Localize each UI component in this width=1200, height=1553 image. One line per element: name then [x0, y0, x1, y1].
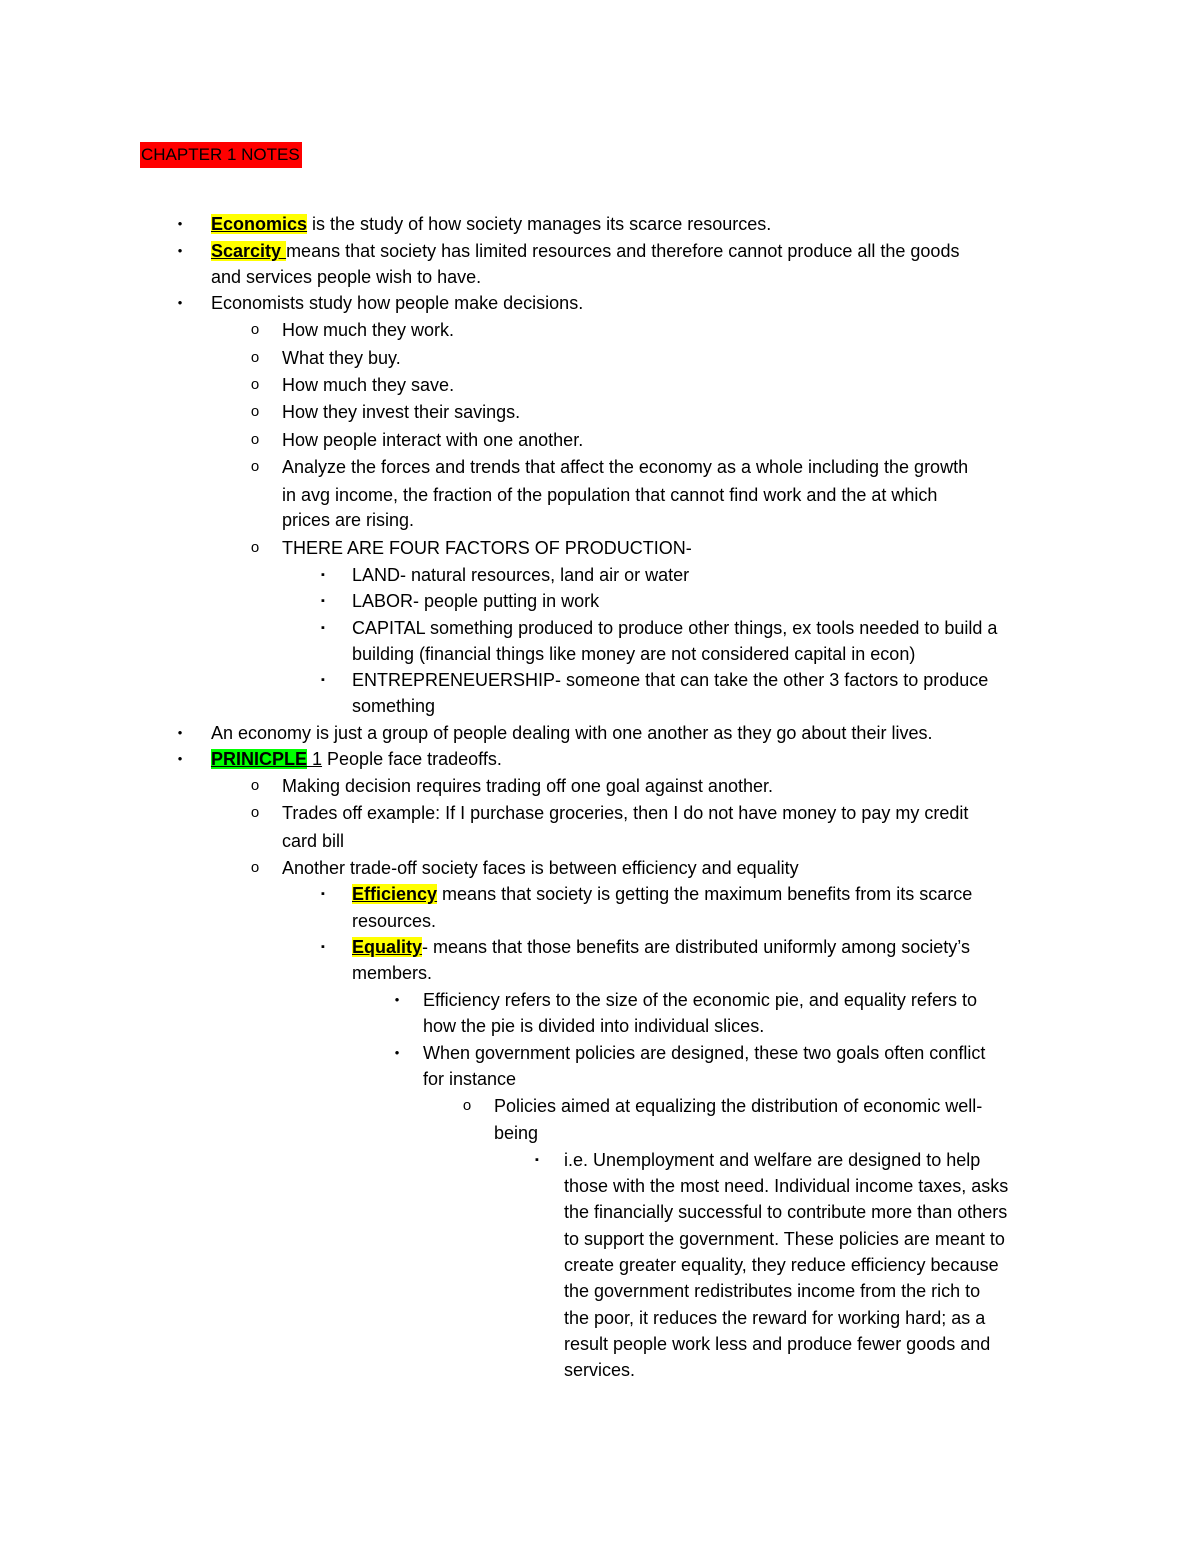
list-item-continuation: members. — [352, 963, 433, 983]
list-item-continuation: create greater equality, they reduce efficiency because — [564, 1255, 999, 1275]
list-item-continuation: the government redistributes income from the rich to — [564, 1281, 981, 1301]
square-marker: ▪ — [321, 941, 325, 953]
circle-marker: o — [250, 458, 260, 475]
list-item: LABOR- people putting in work — [352, 591, 600, 611]
circle-marker: o — [250, 539, 260, 556]
list-item-continuation: those with the most need. Individual income taxes, asks — [564, 1176, 1009, 1196]
bullet-marker: • — [394, 1045, 400, 1060]
list-item-continuation: services. — [564, 1360, 636, 1380]
square-marker: ▪ — [321, 595, 325, 607]
circle-marker: o — [462, 1097, 472, 1114]
list-item: LAND- natural resources, land air or water — [352, 565, 690, 585]
circle-marker: o — [250, 349, 260, 366]
bullet-marker: • — [177, 725, 183, 740]
term-principle: PRINICPLE — [211, 749, 308, 769]
bullet-marker: • — [177, 295, 183, 310]
list-item-continuation: and services people wish to have. — [211, 267, 482, 287]
circle-marker: o — [250, 321, 260, 338]
square-marker: ▪ — [321, 569, 325, 581]
circle-marker: o — [250, 777, 260, 794]
list-item-continuation: how the pie is divided into individual slices. — [423, 1016, 765, 1036]
list-item-continuation: building (financial things like money are not considered capital in econ) — [352, 644, 916, 664]
term-efficiency: Efficiency — [352, 884, 438, 904]
list-item: An economy is just a group of people dealing with one another as they go about their lives. — [211, 723, 933, 743]
list-item: Equality- means that those benefits are distributed uniformly among society’s — [352, 937, 970, 957]
list-item: THERE ARE FOUR FACTORS OF PRODUCTION- — [282, 538, 692, 558]
list-item-continuation: something — [352, 696, 436, 716]
square-marker: ▪ — [321, 888, 325, 900]
list-item-continuation: prices are rising. — [282, 510, 415, 530]
term-scarcity: Scarcity — [211, 241, 287, 261]
square-marker: ▪ — [535, 1154, 539, 1166]
list-item-continuation: resources. — [352, 911, 437, 931]
list-item: Analyze the forces and trends that affect the economy as a whole including the growth — [282, 457, 969, 477]
list-item: How much they save. — [282, 375, 455, 395]
circle-marker: o — [250, 403, 260, 420]
list-item: ENTREPRENEUERSHIP- someone that can take the other 3 factors to produce — [352, 670, 989, 690]
list-item-continuation: being — [494, 1123, 539, 1143]
list-item-continuation: the financially successful to contribute more than others — [564, 1202, 1008, 1222]
list-item: i.e. Unemployment and welfare are designed to help — [564, 1150, 981, 1170]
list-item: Trades off example: If I purchase groceries, then I do not have money to pay my credit — [282, 803, 969, 823]
list-item: Efficiency refers to the size of the economic pie, and equality refers to — [423, 990, 977, 1010]
circle-marker: o — [250, 431, 260, 448]
list-item-continuation: in avg income, the fraction of the population that cannot find work and the at which — [282, 485, 938, 505]
list-item-continuation: result people work less and produce fewer goods and — [564, 1334, 991, 1354]
list-item: PRINICPLE 1 People face tradeoffs. — [211, 749, 502, 769]
list-item: Another trade-off society faces is between efficiency and equality — [282, 858, 799, 878]
list-item: How much they work. — [282, 320, 455, 340]
bullet-marker: • — [394, 992, 400, 1007]
list-item: How they invest their savings. — [282, 402, 521, 422]
list-item: Policies aimed at equalizing the distribution of economic well- — [494, 1096, 983, 1116]
list-item: Economists study how people make decisions. — [211, 293, 584, 313]
term-equality: Equality — [352, 937, 423, 957]
term-economics: Economics — [211, 214, 308, 234]
bullet-marker: • — [177, 243, 183, 258]
circle-marker: o — [250, 376, 260, 393]
list-item: Scarcity means that society has limited resources and therefore cannot produce all the goods — [211, 241, 960, 261]
principle-number: 1 — [307, 749, 323, 769]
page-title: CHAPTER 1 NOTES — [140, 142, 302, 168]
list-item: Efficiency means that society is getting the maximum benefits from its scarce — [352, 884, 973, 904]
list-item-continuation: the poor, it reduces the reward for working hard; as a — [564, 1308, 986, 1328]
list-item-continuation: for instance — [423, 1069, 517, 1089]
square-marker: ▪ — [321, 674, 325, 686]
bullet-marker: • — [177, 751, 183, 766]
circle-marker: o — [250, 859, 260, 876]
list-item: Economics is the study of how society manages its scarce resources. — [211, 214, 772, 234]
list-item-continuation: card bill — [282, 831, 345, 851]
square-marker: ▪ — [321, 622, 325, 634]
list-item-continuation: to support the government. These policies are meant to — [564, 1229, 1005, 1249]
circle-marker: o — [250, 804, 260, 821]
list-item: CAPITAL something produced to produce other things, ex tools needed to build a — [352, 618, 998, 638]
bullet-marker: • — [177, 216, 183, 231]
list-item: What they buy. — [282, 348, 401, 368]
list-item: How people interact with one another. — [282, 430, 584, 450]
list-item: Making decision requires trading off one goal against another. — [282, 776, 773, 796]
list-item: When government policies are designed, these two goals often conflict — [423, 1043, 986, 1063]
